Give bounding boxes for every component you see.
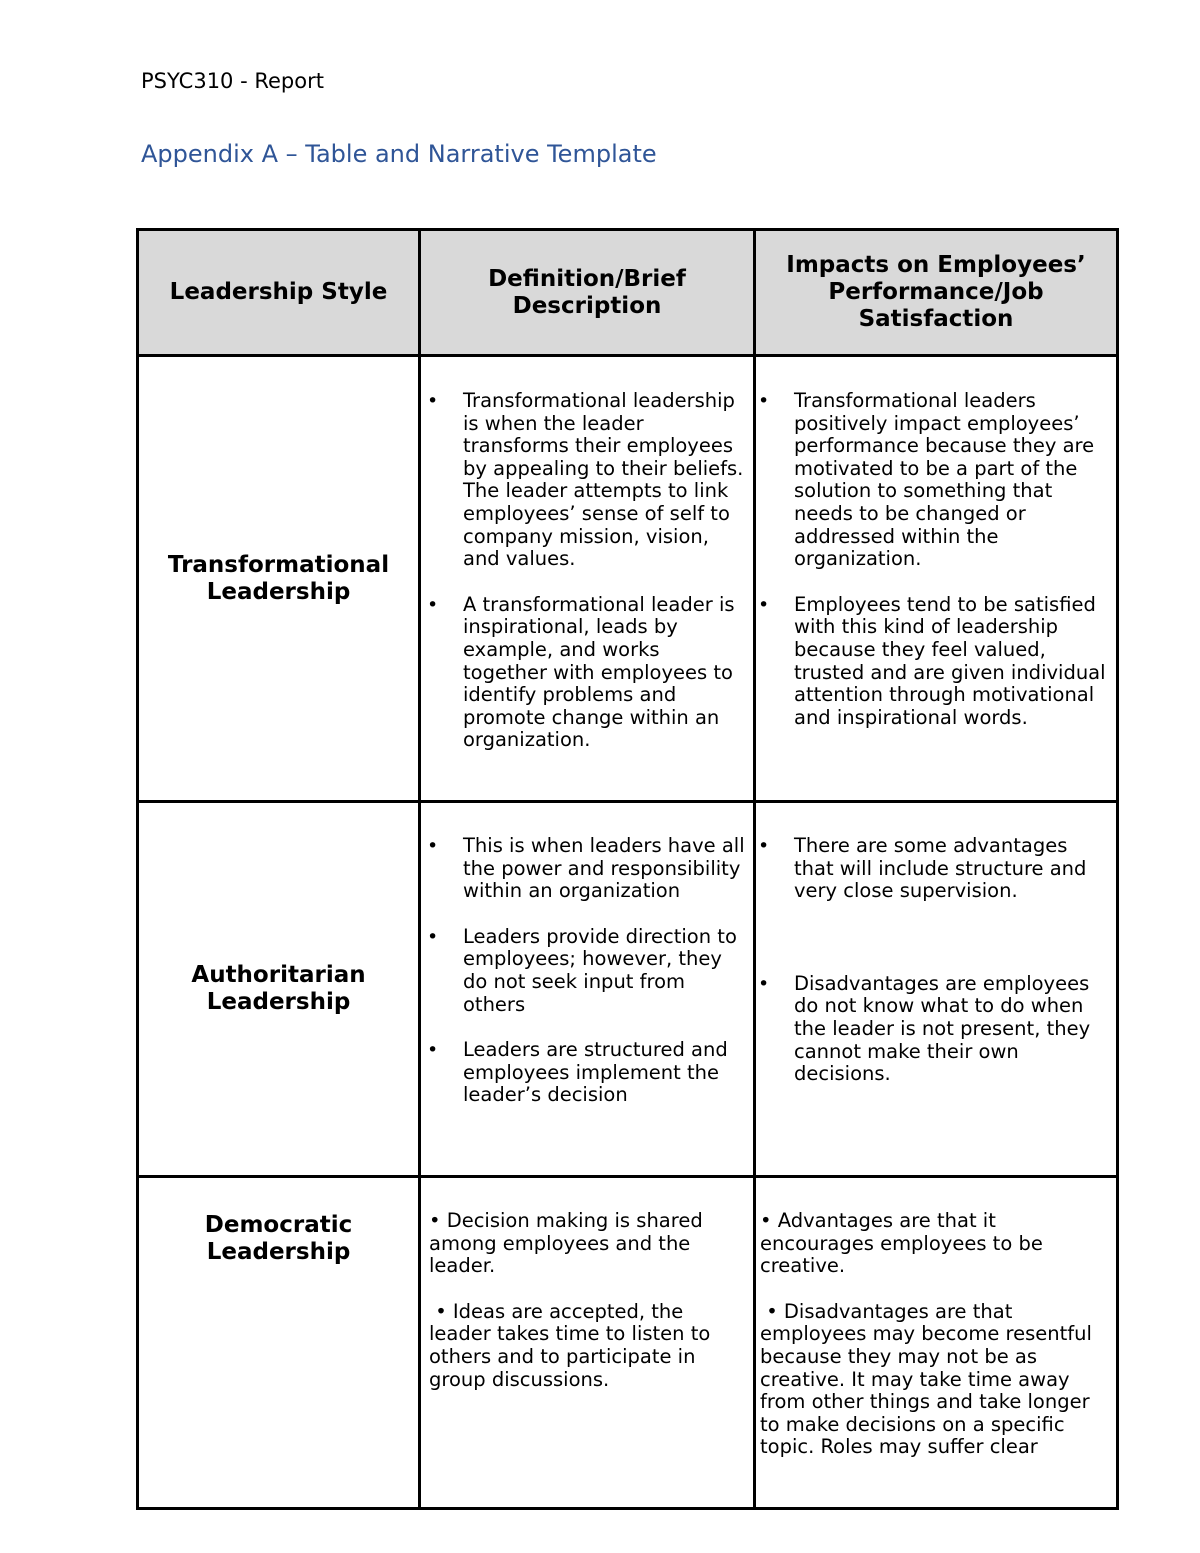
style-label: Authoritarian Leadership (191, 962, 366, 1015)
definition-cell (420, 802, 755, 1177)
bullet-icon: • (758, 390, 770, 412)
bullet-icon: • (758, 593, 770, 616)
list-item: • This is when leaders have all the power and responsibility within an organization (427, 834, 745, 903)
header-definition: Definition/Brief Description (420, 230, 755, 356)
list-item: • Transformational leadership is when the leader transforms their employees by appealing to their beliefs. The leader attempts to link employees’ sense of self to company mission, vision, and values. (427, 389, 744, 571)
bullet-icon: • (758, 835, 770, 857)
bullet-icon: • (427, 835, 439, 857)
bullet-icon: • (758, 972, 770, 995)
table-header-row (138, 230, 1118, 356)
appendix-title: Appendix A – Table and Narrative Template (141, 140, 657, 168)
list-item: • Leaders provide direction to employees; however, they do not seek input from others (427, 924, 737, 1016)
impacts-cell (755, 1177, 1118, 1509)
list-item: • Decision making is shared among employees and the leader. (429, 1209, 703, 1278)
header-leadership-style: Leadership Style (138, 230, 420, 356)
list-item: • Transformational leaders positively impact employees’ performance because they are motivated to be a part of the solution to something that needs to be changed or addressed within the organization. (758, 389, 1095, 571)
style-democratic (138, 1177, 420, 1509)
bullet-icon: • (427, 593, 439, 616)
table-row (138, 356, 1118, 802)
list-item: • A transformational leader is inspirational, leads by example, and works together with employees to identify problems and promote change within an organization. (427, 592, 735, 752)
list-item: • Leaders are structured and employees implement the leader’s decision (427, 1038, 728, 1107)
impacts-cell (755, 356, 1118, 802)
definition-cell (420, 356, 755, 802)
bullet-icon: • (427, 390, 439, 412)
list-item: • Employees tend to be satisfied with this kind of leadership because they feel valued, trusted and are given individual attention through motivational and inspirational words. (758, 592, 1106, 729)
table-row (138, 1177, 1118, 1509)
header-impacts: Impacts on Employees’ Performance/Job Satisfaction (755, 230, 1118, 356)
page-header: PSYC310 - Report (141, 69, 324, 93)
style-transformational (138, 356, 420, 802)
style-label: Transformational Leadership (167, 551, 390, 605)
bullet-icon: • (427, 925, 439, 948)
leadership-table (136, 228, 1119, 1510)
style-label: Democratic Leadership (204, 1212, 353, 1265)
list-item: • Ideas are accepted, the leader takes time to listen to others and to participate in group discussions. (429, 1299, 717, 1391)
style-authoritarian (138, 802, 420, 1177)
list-item: • Disadvantages are employees do not know what to do when the leader is not present, they cannot make their own decisions. (758, 971, 1091, 1086)
table-row (138, 802, 1118, 1177)
list-item: • Advantages are that it encourages employees to be creative. (760, 1209, 1043, 1278)
definition-cell (420, 1177, 755, 1509)
list-item: • There are some advantages that will include structure and very close supervision. (758, 834, 1087, 903)
list-item: • Disadvantages are that employees may become resentful because they may not be as creative. It may take time away from other things and take longer to make decisions on a specific topic. Roles may suffer clear (760, 1299, 1099, 1459)
impacts-cell (755, 802, 1118, 1177)
bullet-icon: • (427, 1039, 439, 1062)
